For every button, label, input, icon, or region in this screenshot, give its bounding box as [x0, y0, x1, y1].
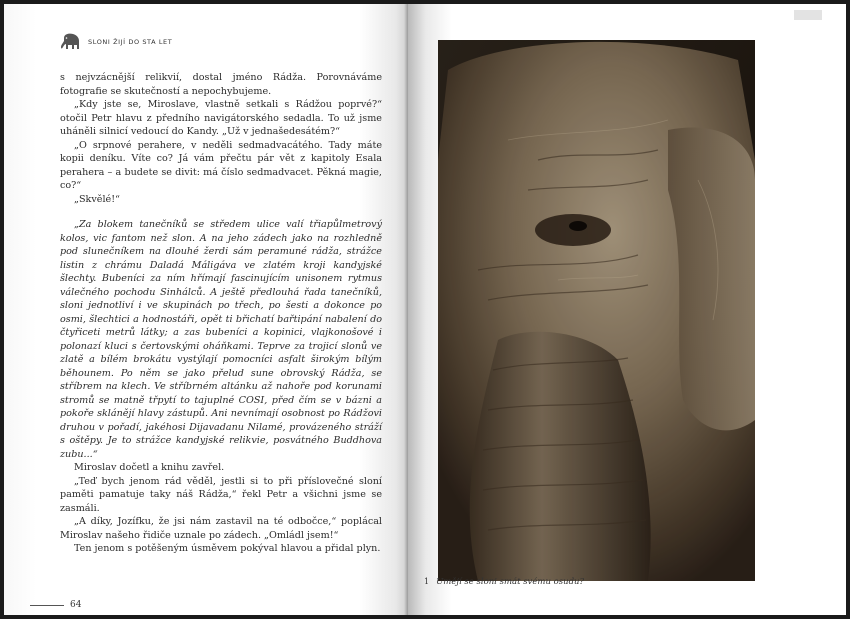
paragraph: Ten jenom s potěšeným úsměvem pokýval hlavou a přidal plyn. — [74, 543, 381, 554]
caption-number: 1 — [424, 577, 430, 586]
elephant-photo — [438, 40, 755, 581]
running-head-title: SLONI ŽIJÍ DO STA LET — [88, 38, 173, 46]
paragraph: „A díky, Jozífku, že jsi nám zastavil na té odbočce,“ poplácal Miroslav našeho řidiče uznale po zádech. „Omládl jsem!“ — [60, 516, 382, 541]
diary-quote: „Za blokem tanečníků se středem ulice valí třiapůlmetrový kolos, vic fantom než slon. A na jeho zádech jako na rozhledně pod slunečníkem na dlouhé žerdi sám peramuné rádža, strážce listin z chrámu Daladá Máligáva ve zlatém kroji kandyjské šlechty. Bubeníci za ním hřímají fascinujícím unisonem rytmus válečného pochodu Sinhálců. A ještě předlouhá řada tanečníků, sloni jednotliví i ve skupinách po třech, po šesti a dokonce po osmi, šlechtici a hodnostáři, opět ti břichatí bařtipání nabalení do čtyřiceti metrů látky; a zas bubeníci a kopinici, vlajkonošové i polonazí kluci s čertovskými oháňkami. Teprve za trojicí slonů ve zlatě a bílém brokátu vystýlají pomocníci asfalt širokým bílým běhounem. Po něm se jako přelud sune obrovský Rádža, se stříbrem na klech. Ve stříbrném altánku až nahoře pod korunami stromů se matně třpytí to tajuplné COSI, před čím se v bázni a pokoře sklánějí hlavy zástupů. Ani nevnímají osobnost po Rádžovi druhou v pořadí, jakéhosi Dijavadanu Nilamé, provázeného stráží s oštěpy. Je to strážce kandyjské relikvie, posvátného Buddhova zubu...“ — [60, 219, 382, 460]
left-page — [4, 4, 408, 615]
body-text — [60, 71, 382, 556]
page-number — [30, 600, 81, 610]
paragraph: s nejvzácnější relikvií, dostal jméno Rádža. Porovnáváme fotografie se skutečností a nepochybujeme. — [60, 72, 382, 97]
paragraph: „Teď bych jenom rád věděl, jestli si to při příslovečné sloní paměti pamatuje taky náš Rádža,“ řekl Petr a všichni jsme se zasmáli. — [60, 475, 382, 514]
elephant-icon — [60, 32, 82, 52]
page-number-rule — [30, 605, 64, 606]
paragraph: Miroslav dočetl a knihu zavřel. — [74, 462, 225, 473]
paragraph: „O srpnové perahere, v neděli sedmadvacátého. Tady máte kopii deníku. Víte co? Já vám přečtu pár vět z kapitoly Esala perahera – a budete se divit: má číslo sedmadvacet. Pěkná magie, co?“ — [60, 139, 382, 191]
running-head — [60, 30, 172, 54]
paragraph: „Kdy jste se, Miroslave, vlastně setkali s Rádžou poprvé?“ otočil Petr hlavu z předního navigátorského sedadla. To už jsme uháněli silnicí vedoucí do Kandy. „Už v jednašedesátém?“ — [60, 99, 382, 137]
paragraph: „Skvělé!“ — [74, 193, 120, 205]
page-number-text: 64 — [70, 600, 82, 610]
page-corner-mark — [794, 10, 822, 20]
elephant-photo-image — [438, 40, 755, 581]
caption-text: Umějí se sloni smát svému osudu? — [436, 577, 585, 587]
photo-caption — [424, 577, 584, 587]
